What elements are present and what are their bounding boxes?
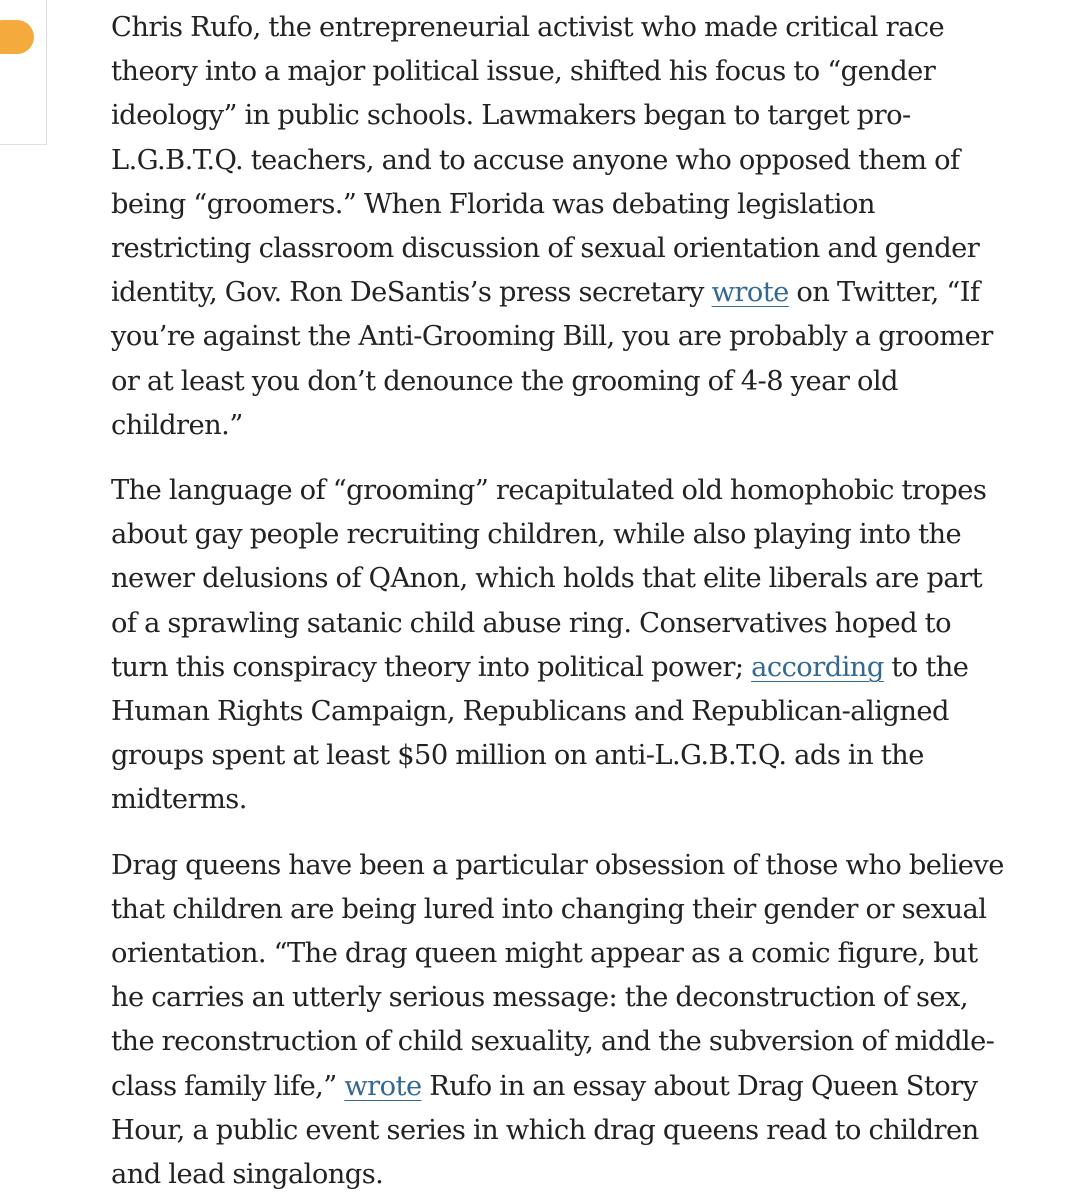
text-line [111, 1065, 1011, 1109]
text-line: and lead singalongs. [111, 1159, 384, 1191]
text-line: ideology” in public schools. Lawmakers began to target pro- [111, 100, 911, 132]
text-segment: identity, Gov. Ron DeSantis’s press secretary [111, 277, 712, 309]
text-line: or at least you don’t denounce the grooming of 4-8 year old [111, 365, 898, 397]
text-line: groups spent at least $50 million on anti-L.G.B.T.Q. ads in the [111, 740, 924, 772]
article-paragraph [111, 844, 1011, 1198]
text-line: The language of “grooming” recapitulated old homophobic tropes [111, 475, 987, 507]
text-line: he carries an utterly serious message: the deconstruction of sex, [111, 982, 968, 1014]
inline-link-according[interactable]: according [751, 651, 884, 683]
text-line: L.G.B.T.Q. teachers, and to accuse anyone who opposed them of [111, 144, 960, 176]
text-segment: to the [883, 651, 969, 683]
text-segment: turn this conspiracy theory into political power; [111, 651, 752, 683]
text-segment: class family life,” [111, 1070, 345, 1102]
text-line: of a sprawling satanic child abuse ring. Conservatives hoped to [111, 607, 951, 639]
article-body [111, 6, 1011, 1200]
text-line: Chris Rufo, the entrepreneurial activist who made critical race [111, 12, 945, 43]
text-line: the reconstruction of child sexuality, and the subversion of middle- [111, 1026, 995, 1058]
text-line: you’re against the Anti-Grooming Bill, you are probably a groomer [111, 321, 993, 353]
text-line: about gay people recruiting children, while also playing into the [111, 519, 962, 551]
text-segment: Rufo in an essay about Drag Queen Story [421, 1070, 978, 1102]
text-line [111, 646, 1011, 690]
text-line: Human Rights Campaign, Republicans and Republican-aligned [111, 696, 949, 728]
text-line: restricting classroom discussion of sexual orientation and gender [111, 233, 980, 265]
text-line: orientation. “The drag queen might appear as a comic figure, but [111, 938, 978, 970]
orange-tab-button[interactable] [0, 20, 34, 54]
article-paragraph [111, 6, 1011, 448]
text-line [111, 271, 1011, 315]
text-line: Drag queens have been a particular obsession of those who believe [111, 849, 1004, 881]
text-line: being “groomers.” When Florida was debating legislation [111, 188, 875, 220]
text-line: theory into a major political issue, shifted his focus to “gender [111, 56, 936, 88]
text-line: newer delusions of QAnon, which holds that elite liberals are part [111, 563, 983, 595]
article-paragraph [111, 469, 1011, 823]
text-line: midterms. [111, 784, 247, 816]
text-segment: on Twitter, “If [788, 277, 980, 309]
inline-link-wrote[interactable]: wrote [711, 277, 789, 309]
left-side-panel [0, 0, 47, 145]
text-line: children.” [111, 409, 243, 441]
text-line: Hour, a public event series in which drag queens read to children [111, 1114, 979, 1146]
inline-link-wrote[interactable]: wrote [344, 1070, 422, 1102]
text-line: that children are being lured into changing their gender or sexual [111, 893, 987, 925]
